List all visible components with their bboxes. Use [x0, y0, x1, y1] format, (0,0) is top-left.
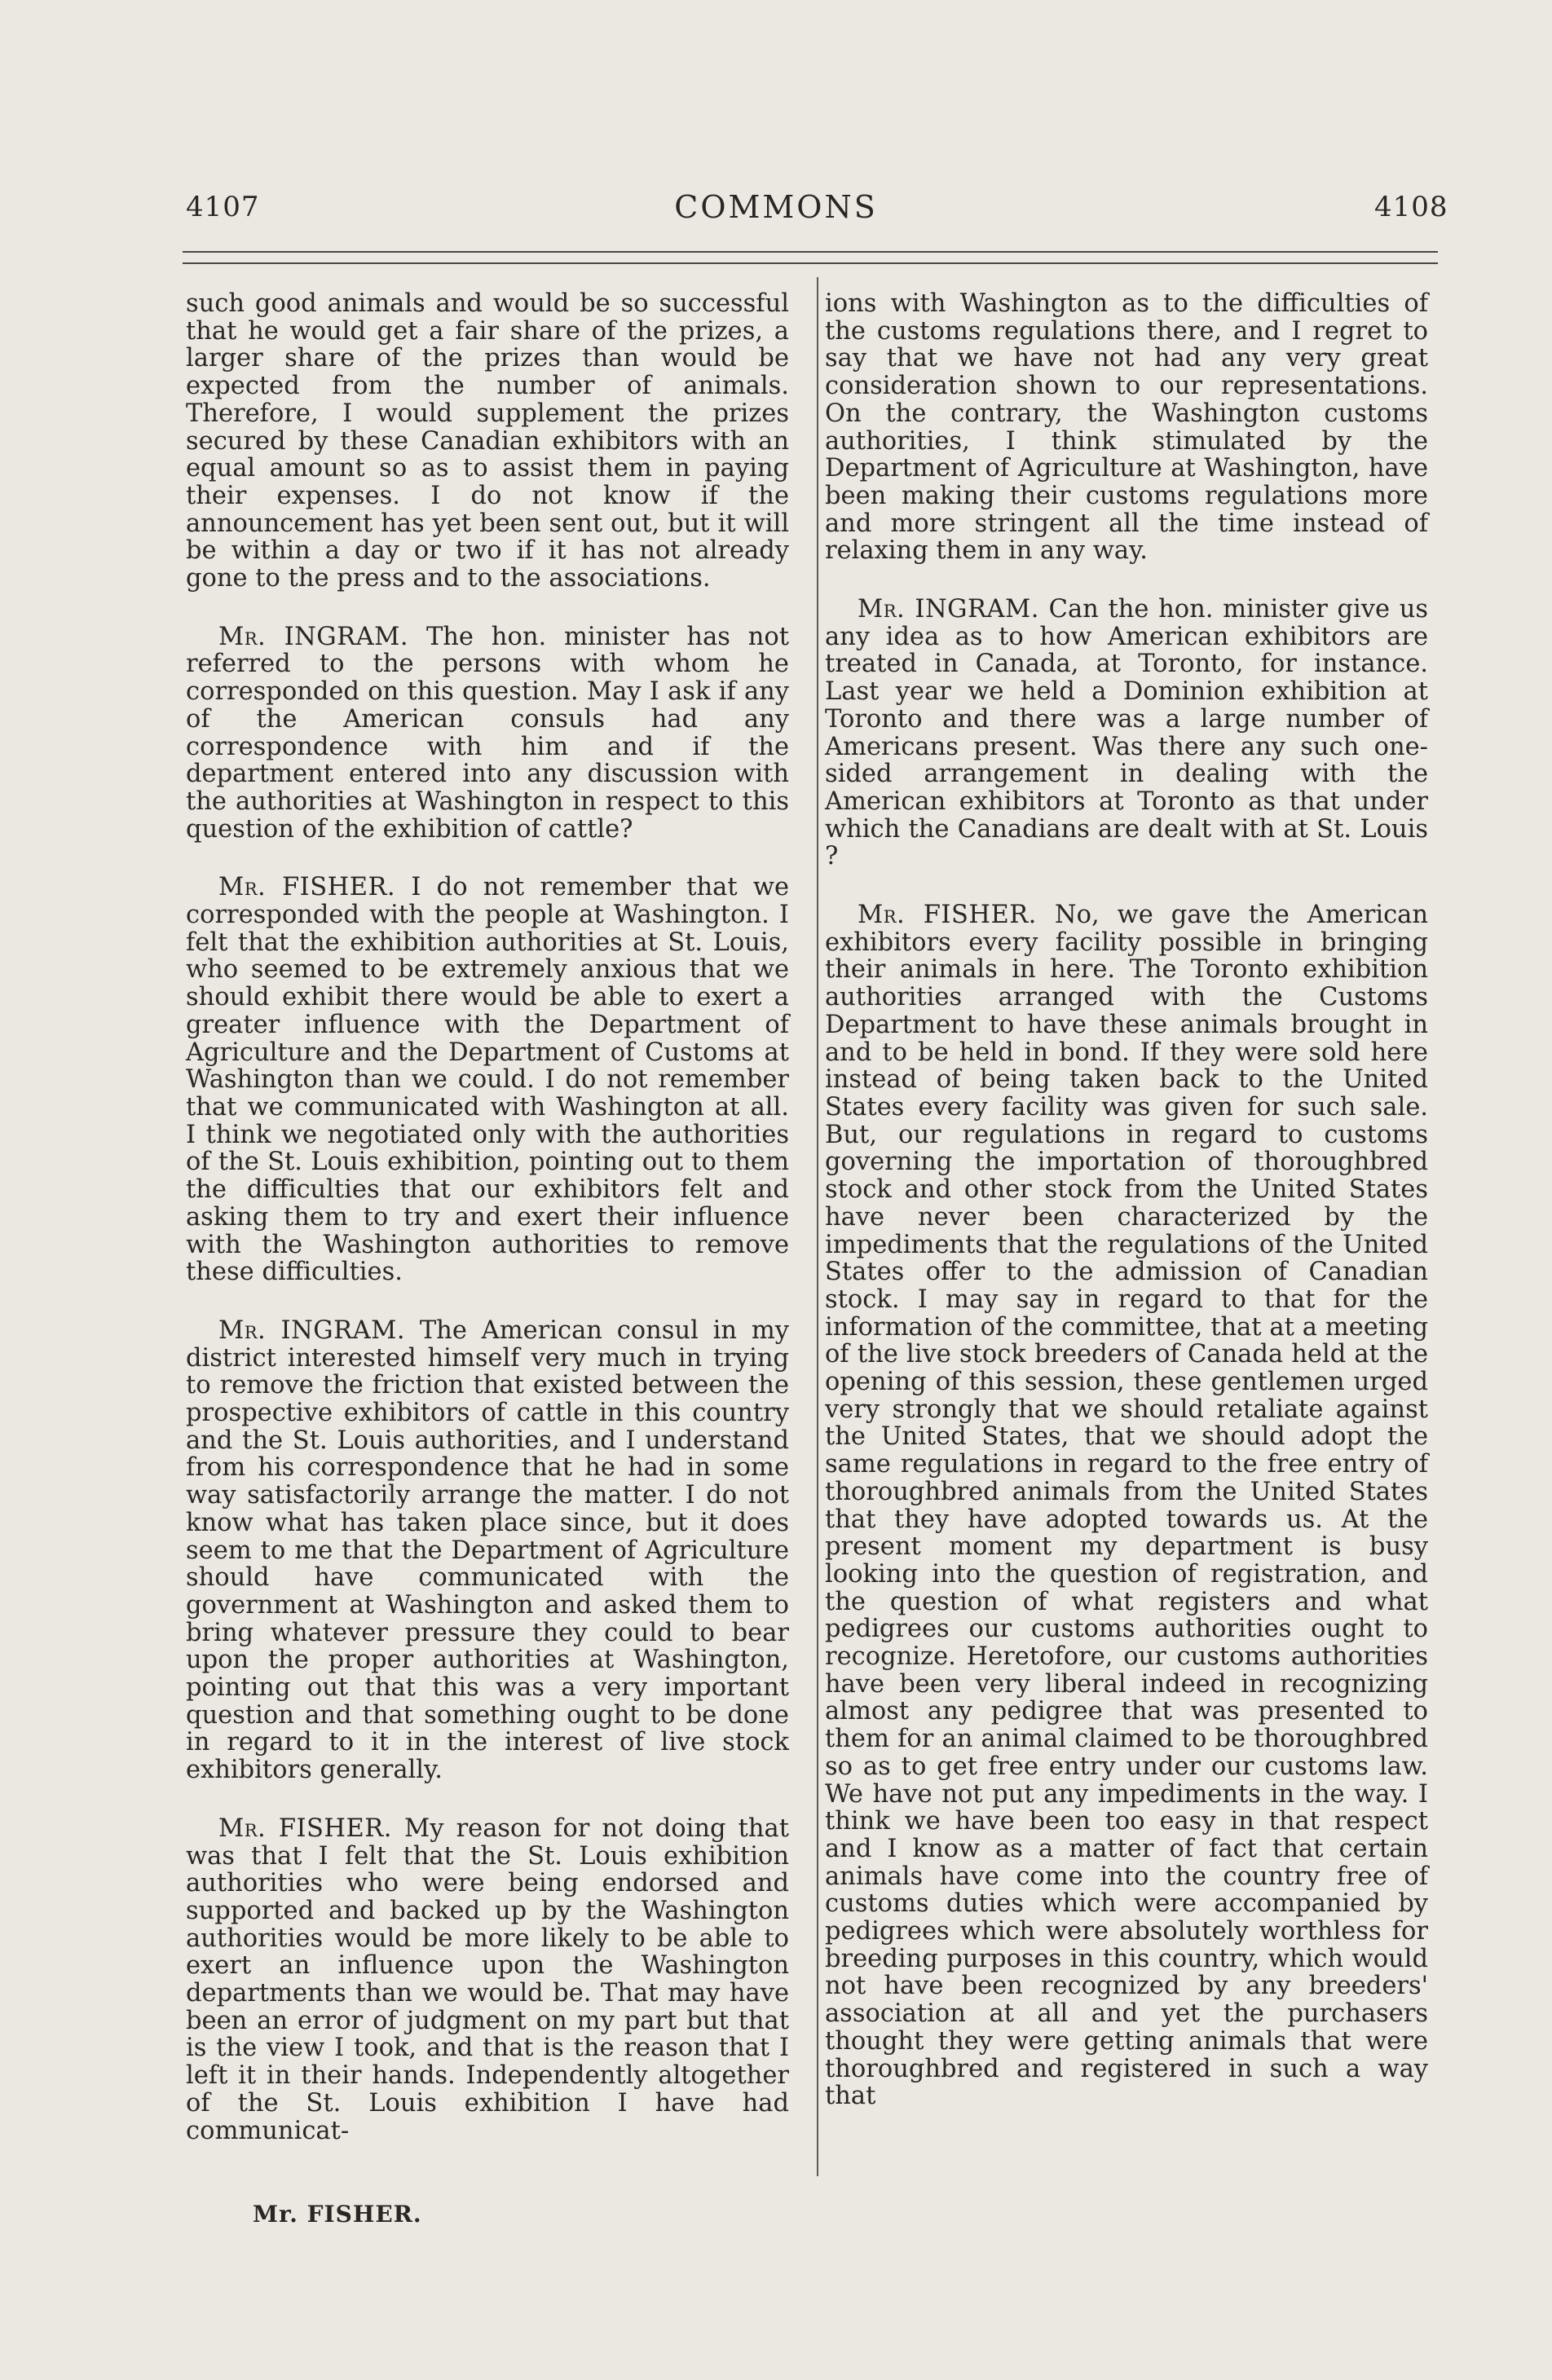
paragraph-text: No, we gave the American exhibitors every facility possible in bringing their animals in here. The Toronto exhibition authorities arranged with the Customs Department to have these animals brought in and to be held in bond. If they were sold here instead of being taken back to the United States every facility was given for such sale. But, our regulations in regard to customs governing the importation of thoroughbred stock and other stock from the United States have never been characterized by the impediments that the regulations of the United States offer to the admission of Canadian stock. I may say in regard to that for the information of the committee, that at a meeting of the live stock breeders of Canada held at the opening of this session, these gentlemen urged very strongly that we should retaliate against the United States, that we should adopt the same regulations in regard to the free entry of thoroughbred animals from the United States that they have adopted towards us. At the present moment my department is busy looking into the question of registration, and the question of what registers and what pedigrees our customs authorities ought to recognize. Heretofore, our customs authorities have been very liberal indeed in recognizing almost any pedigree that was presented to them for an animal claimed to be thoroughbred so as to get free entry under our customs law. We have not put any impediments in the way. I think we have been too easy in that respect and I know as a matter of fact that certain animals have come into the country free of customs duties which were accompanied by pedigrees which were absolutely worthless for breeding purposes in this country, which would not have been recognized by any breeders' association at all and yet the purchasers thought they were getting animals that were thoroughbred and registered in such a way that	[825, 901, 1428, 2111]
paragraph-text: The American consul in my district interested himself very much in trying to remove the friction that existed between the prospective exhibitors of cattle in this country and the St. Louis authorities, and I understand from his correspondence that he had in some way satisfactorily arrange the matter. I do not know what has taken place since, but it does seem to me that the Department of Agriculture should have communicated with the government at Washington and asked them to bring whatever pressure they could to bear upon the proper authorities at Washington, pointing out that this was a very important question and that something ought to be done in regard to it in the interest of live stock exhibitors generally.	[186, 1316, 789, 1785]
speaker-name: Mr. INGRAM.	[858, 595, 1039, 624]
paragraph-text: The hon. minister has not referred to the persons with whom he corresponded on this question. May I ask if any of the American consuls had any correspondence with him and if the department entered into any discussion with the authorities at Washington in respect to this question of the exhibition of cattle?	[186, 622, 790, 844]
paragraph-text: such good animals and would be so successful that he would get a fair share of the prizes, a larger share of the prizes than would be expected from the number of animals. Therefore, I would supplement the prizes secured by these Canadian exhibitors with an equal amount so as to assist them in paying their expenses. I do not know if the announcement has yet been sent out, but it will be within a day or two if it has not already gone to the press and to the associations.	[186, 289, 789, 593]
speaker-name: Mr. FISHER.	[858, 901, 1037, 930]
column-divider	[817, 277, 818, 2176]
page-footer: Mr. FISHER.	[253, 2201, 422, 2228]
paragraph	[186, 290, 789, 593]
left-column	[186, 290, 789, 2175]
paragraph-text: I do not remember that we corresponded with the people at Washington. I felt that the exhibition authorities at St. Louis, who seemed to be extremely anxious that we should exhibit there would be able to exert a greater influence with the Department of Agriculture and the Department of Customs at Washington than we could. I do not remember that we communicated with Washington at all. I think we negotiated only with the authorities of the St. Louis exhibition, pointing out to them the difficulties that our exhibitors felt and asking them to try and exert their influence with the Washington authorities to remove these difficulties.	[186, 873, 789, 1287]
paragraph-text: Can the hon. minister give us any idea as to how American exhibitors are treated in Canada, at Toronto, for instance. Last year we held a Dominion exhibition at Toronto and there was a large number of Americans present. Was there any such one-sided arrangement in dealing with the American exhibitors at Toronto as that under which the Canadians are dealt with at St. Louis ?	[825, 595, 1428, 871]
speaker-name: Mr. FISHER.	[218, 873, 396, 902]
right-column	[825, 290, 1428, 2141]
paragraph	[825, 901, 1428, 2110]
speaker-name: Mr. FISHER.	[218, 1814, 392, 1843]
left-page-number: 4107	[186, 191, 260, 223]
running-head: COMMONS	[674, 189, 878, 225]
right-page-number: 4108	[1374, 191, 1448, 223]
speaker-name: Mr. INGRAM.	[218, 1316, 406, 1345]
paragraph	[186, 874, 789, 1286]
paragraph-text: My reason for not doing that was that I felt that the St. Louis exhibition authorities who were being endorsed and supported and backed up by the Washington authorities would be more likely to be able to exert an influence upon the Washington departments than we would be. That may have been an error of judgment on my part but that is the view I took, and that is the reason that I left it in their hands. Independently altogether of the St. Louis exhibition I have had communicat-	[186, 1814, 789, 2145]
header-rule-top	[183, 251, 1438, 253]
speaker-name: Mr. INGRAM.	[218, 622, 409, 651]
paragraph	[825, 290, 1428, 565]
paragraph	[186, 1317, 789, 1784]
paragraph-text: ions with Washington as to the difficulties of the customs regulations there, and I regret to say that we have not had any very great consideration shown to our representations. On the contrary, the Washington customs authorities, I think stimulated by the Department of Agriculture at Washington, have been making their customs regulations more and more stringent all the time instead of relaxing them in any way.	[825, 289, 1428, 566]
paragraph	[186, 624, 789, 844]
paragraph	[825, 596, 1428, 870]
paragraph	[186, 1815, 789, 2144]
header-rule-bottom	[183, 262, 1438, 264]
